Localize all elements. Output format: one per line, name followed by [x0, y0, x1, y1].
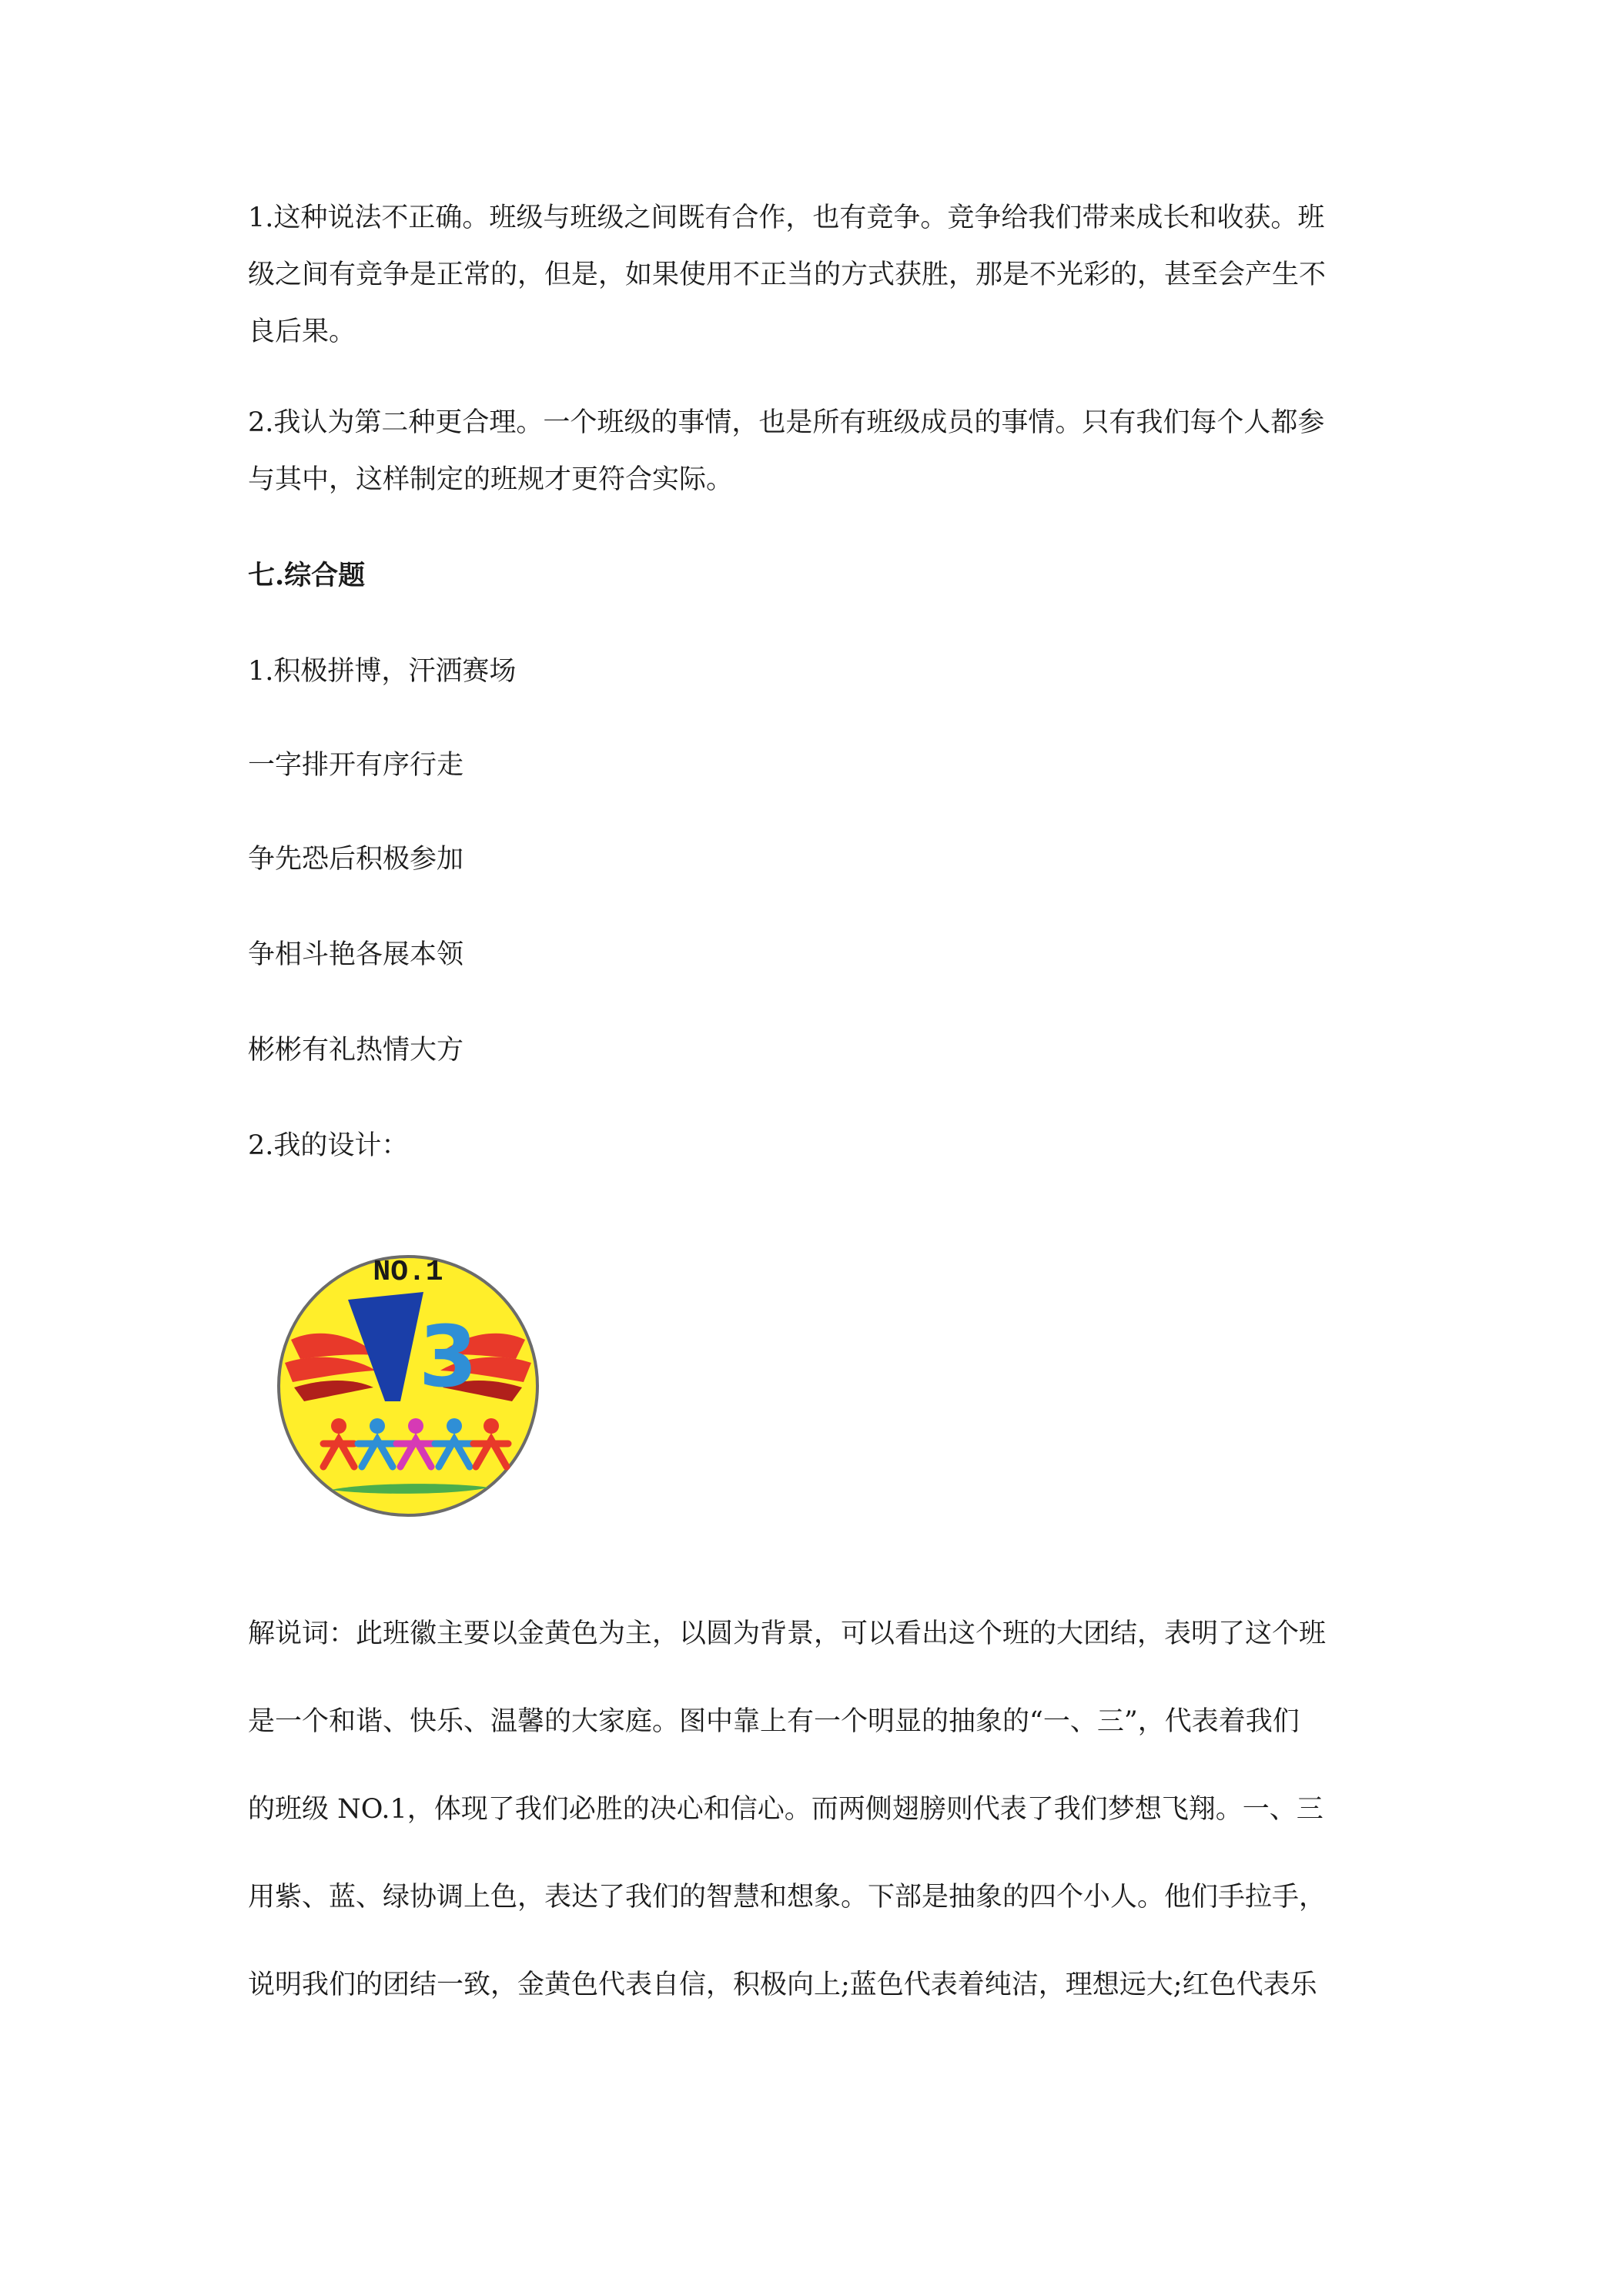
explanation-line-4: 用紫、蓝、绿协调上色，表达了我们的智慧和想象。下部是抽象的四个小人。他们手拉手， — [248, 1882, 1327, 1913]
explanation-line-1: 解说词：此班徽主要以金黄色为主，以圆为背景，可以看出这个班的大团结，表明了这个班 — [248, 1618, 1327, 1649]
answer-2-line-1: 2.我认为第二种更合理。一个班级的事情，也是所有班级成员的事情。只有我们每个人都参 — [248, 407, 1325, 438]
answer-2-line-2: 与其中，这样制定的班规才更符合实际。 — [248, 464, 734, 495]
item-1-line-2: 争先恐后积极参加 — [248, 844, 464, 875]
item-1-title: 1.积极拼博，汗洒赛场 — [248, 656, 517, 687]
explanation-line-3: 的班级 NO.1，体现了我们必胜的决心和信心。而两侧翅膀则代表了我们梦想飞翔。一、三 — [248, 1794, 1323, 1825]
answer-paragraph-2 — [248, 394, 1387, 508]
item-1-line-3: 争相斗艳各展本领 — [248, 939, 464, 970]
item-1-line-1: 一字排开有序行走 — [248, 750, 464, 781]
class-badge-image — [277, 1224, 539, 1532]
explanation-line-5: 说明我们的团结一致，金黄色代表自信，积极向上;蓝色代表着纯洁，理想远大;红色代表乐 — [248, 1970, 1317, 2000]
explanation-paragraph — [248, 1612, 1387, 2043]
explanation-line-2: 是一个和谐、快乐、温馨的大家庭。图中靠上有一个明显的抽象的“一、三”，代表着我们 — [248, 1706, 1300, 1737]
badge-no1-label: NO.1 — [373, 1256, 443, 1289]
answer-1-line-1: 1.这种说法不正确。班级与班级之间既有合作，也有竞争。竞争给我们带来成长和收获。班 — [248, 202, 1325, 233]
item-1-line-4: 彬彬有礼热情大方 — [248, 1035, 464, 1066]
badge-number: 3 — [418, 1307, 478, 1406]
item-2-title: 2.我的设计： — [248, 1130, 409, 1161]
answer-1-line-2: 级之间有竞争是正常的，但是，如果使用不正当的方式获胜，那是不光彩的，甚至会产生不 — [248, 259, 1327, 290]
answer-1-line-3: 良后果。 — [248, 316, 356, 347]
answer-paragraph-1 — [248, 189, 1387, 360]
section-heading: 七.综合题 — [248, 560, 366, 591]
